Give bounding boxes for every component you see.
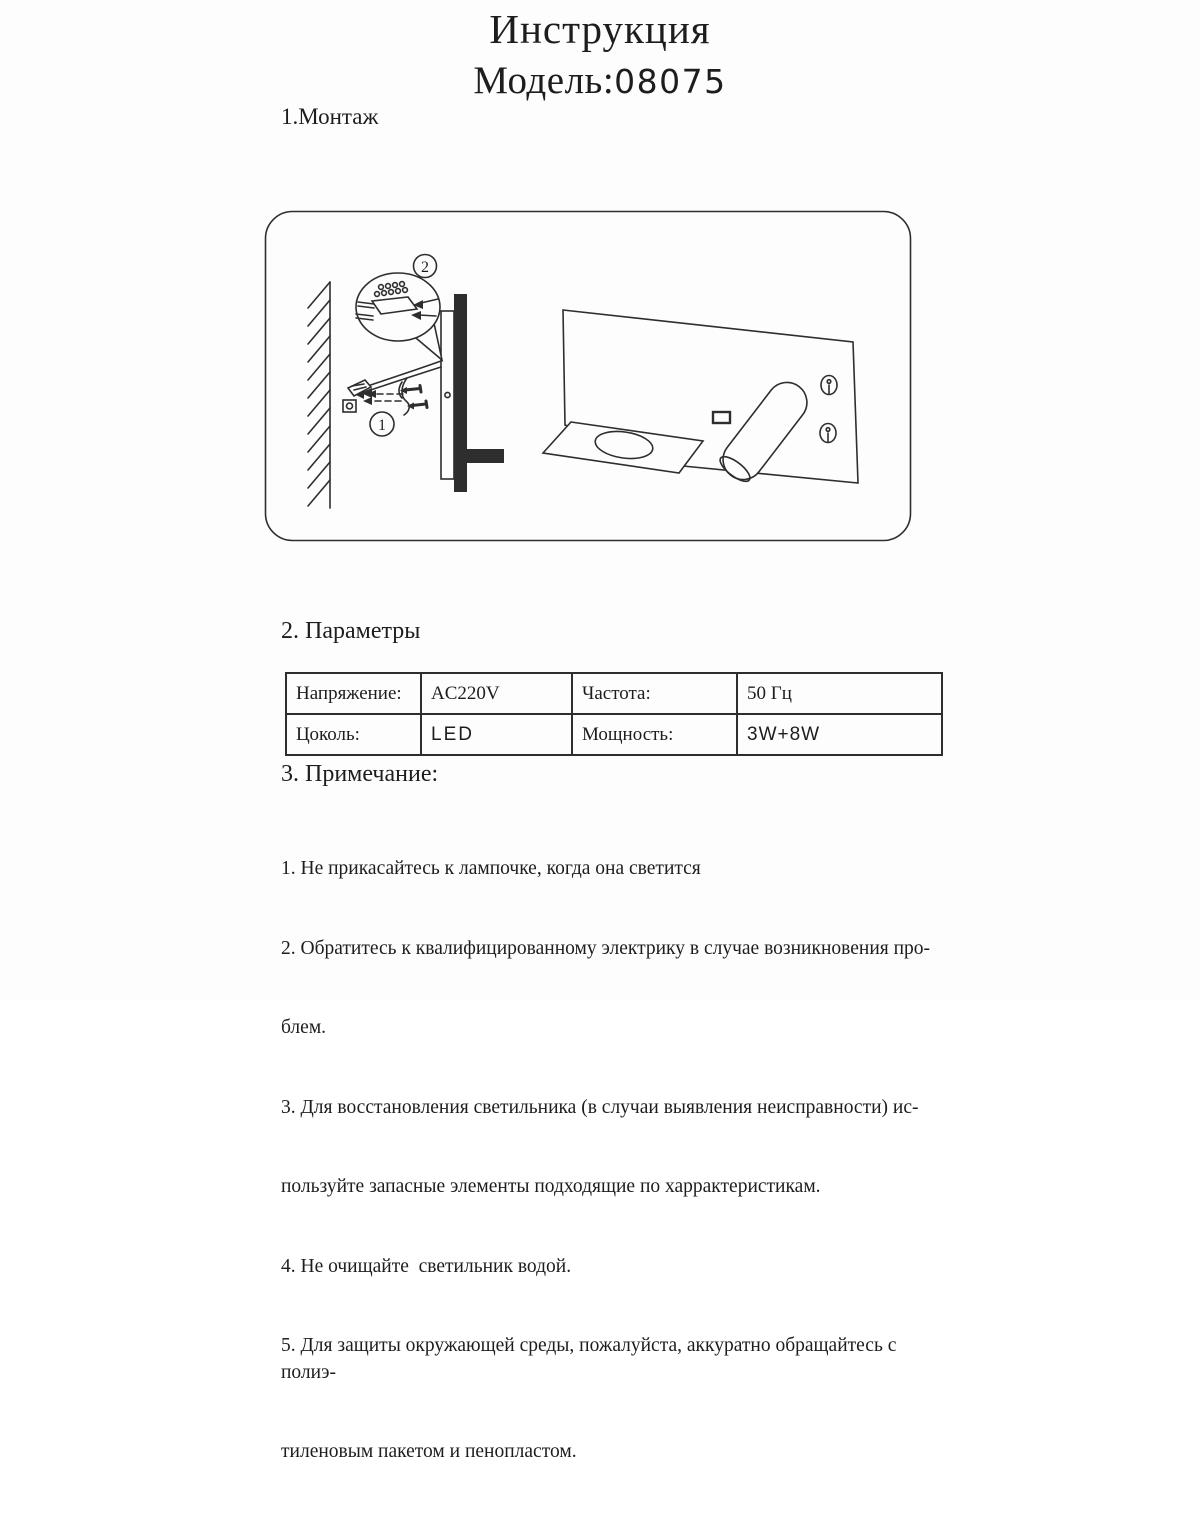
svg-text:1: 1	[378, 417, 386, 434]
model-label: Модель:	[473, 59, 615, 102]
montage-diagram	[264, 210, 912, 542]
note-line: 5. Для защиты окружающей среды, пожалуйста, аккуратно обращайтесь с полиэ-	[281, 1335, 902, 1383]
table-row	[286, 714, 942, 755]
param-label-power: Мощность:	[572, 714, 737, 755]
model-line	[0, 58, 1200, 103]
svg-text:2: 2	[421, 259, 429, 276]
section-heading-params: 2. Параметры	[281, 618, 421, 644]
note-line: 1. Не прикасайтесь к лампочке, когда она светится	[281, 858, 701, 879]
step-2-marker	[414, 255, 437, 278]
param-value-frequency: 50 Гц	[737, 673, 942, 714]
notes-text	[281, 803, 943, 1519]
section-heading-notes: 3. Примечание:	[281, 761, 439, 787]
param-label-voltage: Напряжение:	[286, 673, 421, 714]
param-value-power: 3W+8W	[737, 714, 942, 755]
section-heading-montage: 1.Монтаж	[281, 104, 379, 129]
params-table	[285, 672, 943, 756]
page-title: Инструкция	[489, 6, 711, 52]
param-value-voltage: AC220V	[421, 673, 572, 714]
usb-port	[713, 412, 730, 423]
step-1-marker	[370, 412, 394, 436]
note-line: блем.	[281, 1017, 327, 1038]
param-label-socket: Цоколь:	[286, 714, 421, 755]
note-line: 2. Обратитесь к квалифицированному электрику в случае возникновения про-	[281, 937, 931, 959]
model-number: 08075	[614, 62, 727, 101]
param-value-socket: LED	[421, 714, 572, 755]
param-label-frequency: Частота:	[572, 673, 737, 714]
note-line: 3. Для восстановления светильника (в случаи выявления неисправности) ис-	[281, 1096, 919, 1118]
table-row	[286, 673, 942, 714]
note-line: пользуйте запасные элементы подходящие по харрактеристикам.	[281, 1176, 821, 1197]
note-line: 4. Не очищайте светильник водой.	[281, 1255, 572, 1277]
note-line: тиленовым пакетом и пенопластом.	[281, 1441, 577, 1462]
